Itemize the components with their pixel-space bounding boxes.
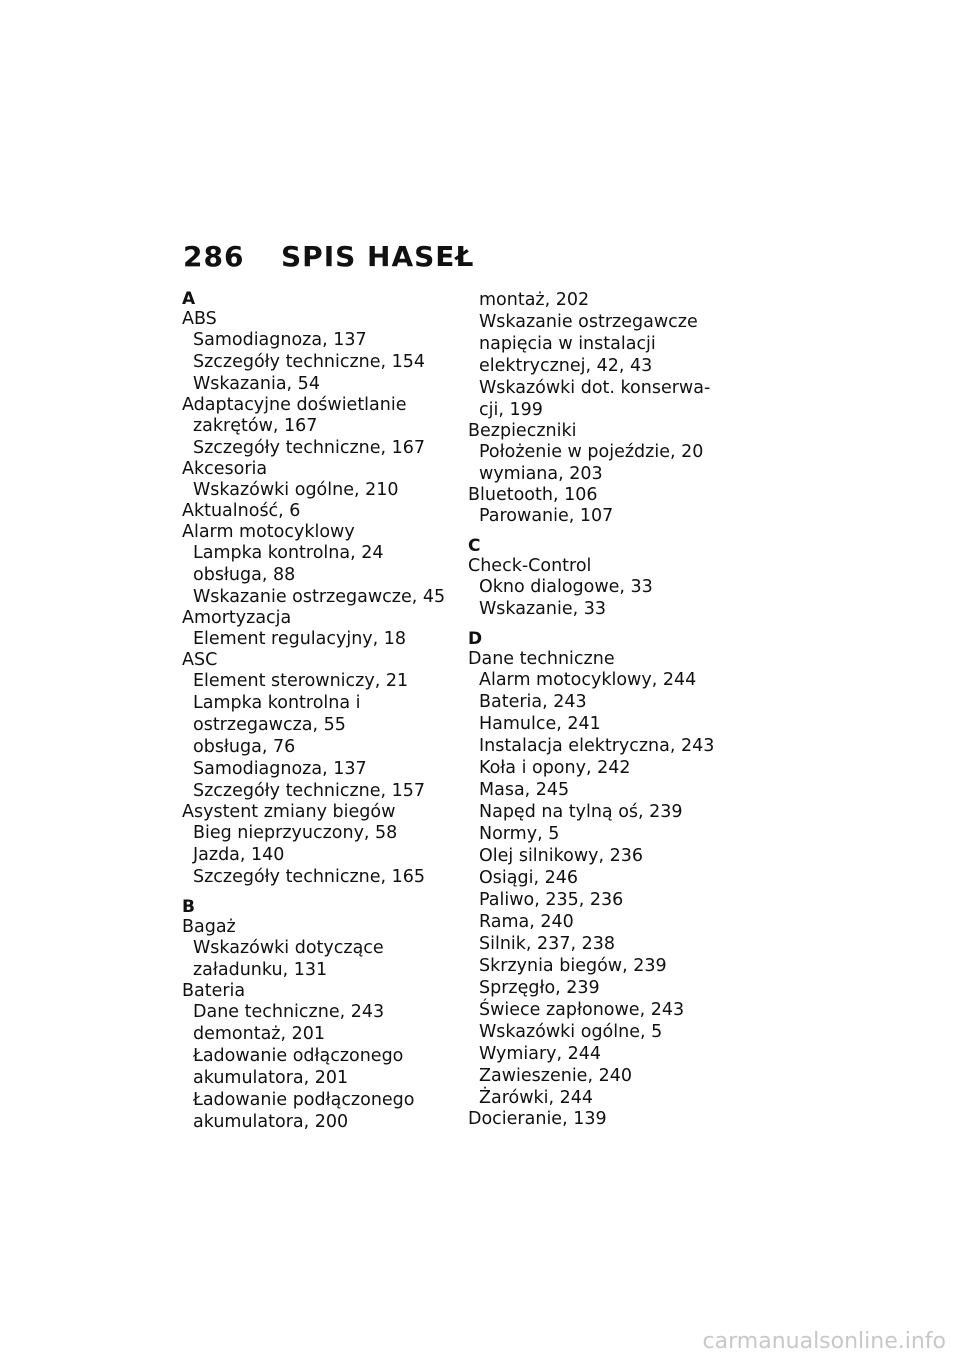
index-subentry: Szczegóły techniczne, 154 (193, 352, 426, 372)
index-subentry: Element sterowniczy, 21 (193, 671, 409, 691)
index-entry: Dane techniczne (468, 649, 615, 669)
index-section-letter: D (468, 629, 483, 649)
index-subentry: elektrycznej, 42, 43 (479, 356, 653, 376)
index-subentry: Masa, 245 (479, 780, 570, 800)
index-subentry: Skrzynia biegów, 239 (479, 956, 667, 976)
index-entry: ASC (182, 650, 218, 670)
index-subentry: Wskazówki ogólne, 5 (479, 1022, 663, 1042)
index-entry: Alarm motocyklowy (182, 522, 355, 542)
index-subentry: Normy, 5 (479, 824, 560, 844)
index-subentry: Rama, 240 (479, 912, 574, 932)
index-subentry: Alarm motocyklowy, 244 (479, 670, 697, 690)
index-subentry: Instalacja elektryczna, 243 (479, 736, 715, 756)
index-subentry: cji, 199 (479, 400, 543, 420)
index-entry: Docieranie, 139 (468, 1109, 607, 1129)
index-subentry: Szczegóły techniczne, 165 (193, 867, 426, 887)
index-subentry: Parowanie, 107 (479, 506, 614, 526)
index-subentry: Wskazówki dot. konserwa- (479, 378, 711, 398)
index-subentry: Samodiagnoza, 137 (193, 330, 367, 350)
index-subentry: napięcia w instalacji (479, 334, 656, 354)
index-subentry: Lampka kontrolna i (193, 693, 361, 713)
index-entry: Adaptacyjne doświetlanie (182, 395, 407, 415)
index-subentry: Paliwo, 235, 236 (479, 890, 624, 910)
index-subentry: Okno dialogowe, 33 (479, 577, 653, 597)
index-subentry: Ładowanie podłączonego (193, 1090, 415, 1110)
index-subentry: Hamulce, 241 (479, 714, 601, 734)
index-subentry: wymiana, 203 (479, 464, 603, 484)
index-entry: Aktualność, 6 (182, 501, 301, 521)
index-subentry: Dane techniczne, 243 (193, 1002, 385, 1022)
index-subentry: Bateria, 243 (479, 692, 587, 712)
page-header (183, 240, 474, 273)
index-entry: ABS (182, 309, 217, 329)
index-subentry: Wskazanie, 33 (479, 599, 606, 619)
index-subentry: obsługa, 88 (193, 565, 296, 585)
index-column-left (182, 290, 452, 1133)
index-subentry: Koła i opony, 242 (479, 758, 631, 778)
watermark: carmanualsonline.info (702, 1329, 946, 1354)
index-entry: Bluetooth, 106 (468, 485, 598, 505)
index-subentry: Wskazanie ostrzegawcze, 45 (193, 587, 446, 607)
index-subentry: Olej silnikowy, 236 (479, 846, 644, 866)
index-subentry: Napęd na tylną oś, 239 (479, 802, 683, 822)
index-section-letter: C (468, 536, 481, 556)
index-subentry: Lampka kontrolna, 24 (193, 543, 384, 563)
index-section-letter: A (182, 289, 196, 309)
index-subentry: Szczegóły techniczne, 167 (193, 438, 426, 458)
index-subentry: akumulatora, 201 (193, 1068, 349, 1088)
index-subentry: Sprzęgło, 239 (479, 978, 600, 998)
index-subentry: Wymiary, 244 (479, 1044, 602, 1064)
index-entry: Bezpieczniki (468, 421, 577, 441)
index-subentry: Wskazania, 54 (193, 374, 320, 394)
index-subentry: zakrętów, 167 (193, 416, 318, 436)
index-entry: Bateria (182, 981, 246, 1001)
index-subentry: akumulatora, 200 (193, 1112, 349, 1132)
index-subentry: montaż, 202 (479, 290, 590, 310)
index-subentry: Ładowanie odłączonego (193, 1046, 404, 1066)
index-subentry: Wskazówki ogólne, 210 (193, 480, 399, 500)
index-subentry: Położenie w pojeździe, 20 (479, 442, 704, 462)
index-subentry: Żarówki, 244 (479, 1088, 594, 1108)
index-subentry: Szczegóły techniczne, 157 (193, 781, 426, 801)
index-column-right (468, 290, 738, 1130)
index-subentry: Silnik, 237, 238 (479, 934, 615, 954)
index-subentry: Wskazówki dotyczące (193, 938, 384, 958)
index-subentry: ostrzegawcza, 55 (193, 715, 346, 735)
index-entry: Akcesoria (182, 459, 268, 479)
index-subentry: Wskazanie ostrzegawcze (479, 312, 698, 332)
index-section-letter: B (182, 897, 195, 917)
index-subentry: Osiągi, 246 (479, 868, 578, 888)
index-entry: Asystent zmiany biegów (182, 802, 396, 822)
index-subentry: Bieg nieprzyuczony, 58 (193, 823, 398, 843)
index-subentry: załadunku, 131 (193, 960, 328, 980)
index-subentry: obsługa, 76 (193, 737, 296, 757)
index-entry: Bagaż (182, 917, 236, 937)
page-number: 286 (183, 240, 245, 273)
index-subentry: demontaż, 201 (193, 1024, 326, 1044)
index-subentry: Świece zapłonowe, 243 (479, 1000, 685, 1020)
index-subentry: Element regulacyjny, 18 (193, 629, 407, 649)
index-entry: Check-Control (468, 556, 592, 576)
index-subentry: Samodiagnoza, 137 (193, 759, 367, 779)
index-subentry: Zawieszenie, 240 (479, 1066, 632, 1086)
index-entry: Amortyzacja (182, 608, 292, 628)
index-subentry: Jazda, 140 (193, 845, 285, 865)
page-title: SPIS HASEŁ (281, 240, 475, 273)
